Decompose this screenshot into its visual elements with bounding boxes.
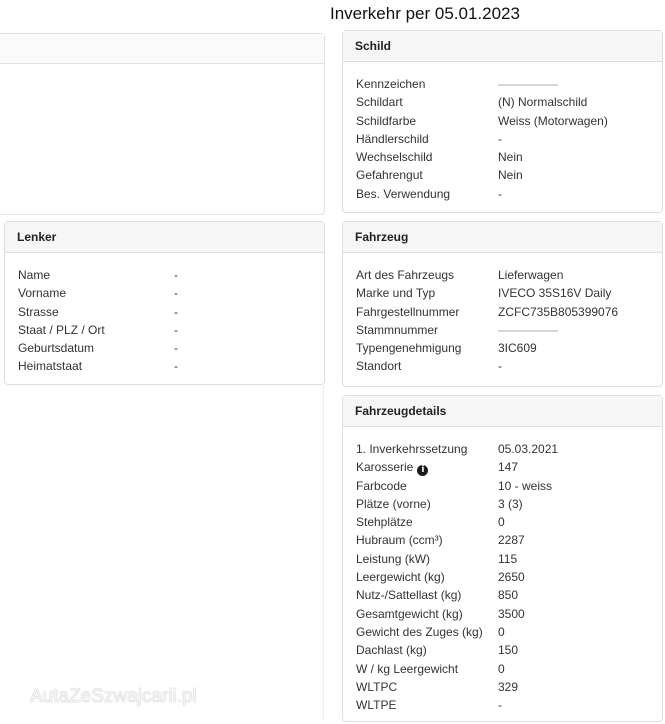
field-value: -	[498, 186, 502, 201]
field-value: ZCFC735B805399076	[498, 304, 619, 319]
card-header-fahrzeugdetails: Fahrzeugdetails	[343, 396, 662, 427]
field-row	[343, 605, 662, 623]
field-row	[343, 586, 662, 604]
field-value: 2287	[498, 533, 525, 548]
field-label	[356, 93, 498, 111]
field-label-text: Nutz-/Sattellast (kg)	[356, 588, 462, 603]
field-value: -	[174, 304, 178, 319]
field-label	[356, 586, 498, 604]
field-label	[356, 660, 498, 678]
field-value: IVECO 35S16V Daily	[498, 286, 612, 301]
field-row	[343, 477, 662, 495]
fahrzeugdetails-rows	[343, 427, 662, 714]
fahrzeug-rows	[343, 253, 662, 376]
field-label-text: Fahrgestellnummer	[356, 304, 460, 319]
field-label	[356, 678, 498, 696]
field-label	[356, 531, 498, 549]
card-header-schild: Schild	[343, 31, 662, 62]
schild-rows	[343, 62, 662, 203]
field-row	[343, 75, 662, 93]
field-label-text: Gewicht des Zuges (kg)	[356, 624, 483, 639]
field-label-text: Strasse	[18, 304, 59, 319]
field-label-text: Schildfarbe	[356, 113, 417, 128]
field-value: 0	[498, 515, 505, 530]
field-label	[356, 550, 498, 568]
field-value: 850	[498, 588, 519, 603]
field-value: -	[174, 341, 178, 356]
field-label-text: Art des Fahrzeugs	[356, 268, 455, 282]
field-label-text: Wechselschild	[356, 150, 433, 165]
field-label	[356, 696, 498, 714]
field-label	[356, 623, 498, 641]
previous-card-fragment	[0, 33, 325, 215]
field-label-text: Schildart	[356, 95, 403, 110]
field-row	[343, 303, 662, 321]
field-row	[343, 641, 662, 659]
field-value: -	[174, 322, 178, 337]
field-value: -	[498, 131, 502, 146]
field-value: Nein	[498, 150, 523, 165]
field-label-text: Kennzeichen	[356, 77, 426, 91]
page-title: Inverkehr per 05.01.2023	[330, 4, 520, 23]
field-row	[343, 440, 662, 458]
field-value: Weiss (Motorwagen)	[498, 113, 608, 128]
field-label	[356, 513, 498, 531]
field-value: Nein	[498, 168, 523, 183]
field-row	[343, 531, 662, 549]
field-label-text: W / kg Leergewicht	[356, 661, 459, 676]
field-row	[5, 266, 324, 284]
field-label-text: Geburtsdatum	[18, 341, 95, 356]
field-row	[343, 93, 662, 111]
field-value: -	[498, 698, 502, 713]
field-label	[356, 321, 498, 339]
field-row	[343, 266, 662, 284]
field-label-text: Standort	[356, 359, 402, 374]
field-label-text: Karosserie	[356, 460, 414, 475]
field-label-text: Gefahrengut	[356, 168, 423, 183]
field-value: -	[174, 286, 178, 301]
card-fahrzeugdetails	[342, 395, 663, 722]
field-value: 329	[498, 679, 519, 694]
field-row	[343, 696, 662, 714]
field-label	[356, 112, 498, 130]
field-label	[356, 357, 498, 375]
field-label	[356, 495, 498, 513]
field-label	[18, 284, 174, 302]
field-value: 0	[498, 624, 505, 639]
field-label-text: Leergewicht (kg)	[356, 570, 445, 585]
field-label	[356, 166, 498, 184]
info-icon[interactable]: i	[417, 465, 428, 476]
field-row	[343, 495, 662, 513]
field-label-text: Farbcode	[356, 478, 407, 493]
field-label	[356, 148, 498, 166]
field-value: 10 - weiss	[498, 478, 553, 493]
masked-value	[498, 75, 558, 93]
field-label-text: Gesamtgewicht (kg)	[356, 606, 463, 621]
field-value: 0	[498, 661, 505, 676]
field-label-text: Heimatstaat	[18, 359, 83, 374]
field-row	[343, 678, 662, 696]
field-label-text: Stammnummer	[356, 322, 439, 337]
field-row	[343, 185, 662, 203]
field-value: 3 (3)	[498, 496, 523, 511]
field-label	[18, 266, 174, 284]
field-value: 2650	[498, 570, 525, 585]
field-value: -	[174, 359, 178, 374]
field-row	[343, 112, 662, 130]
card-header-fahrzeug: Fahrzeug	[343, 222, 662, 253]
field-row	[343, 284, 662, 302]
field-label	[356, 458, 498, 476]
field-value: 3500	[498, 606, 525, 621]
field-row	[343, 550, 662, 568]
field-row	[343, 166, 662, 184]
field-value: 115	[498, 551, 518, 566]
card-header-lenker: Lenker	[5, 222, 324, 253]
field-label-text: Bes. Verwendung	[356, 186, 451, 201]
field-value: 3IC609	[498, 341, 537, 356]
previous-card-header	[0, 34, 324, 64]
column-divider	[323, 385, 324, 720]
watermark: AutaZeSzwajcarii.pl	[30, 686, 197, 707]
field-row	[343, 148, 662, 166]
field-label	[356, 477, 498, 495]
field-label-text: Marke und Typ	[356, 286, 436, 301]
field-row	[343, 357, 662, 375]
field-value: 05.03.2021	[498, 442, 559, 456]
redaction-mark	[498, 330, 558, 332]
field-row	[343, 130, 662, 148]
field-label-text: Name	[18, 268, 51, 282]
card-schild	[342, 30, 663, 213]
card-lenker	[4, 221, 325, 385]
field-label-text: Dachlast (kg)	[356, 643, 427, 658]
field-row	[343, 458, 662, 476]
field-label-text: 1. Inverkehrssetzung	[356, 442, 468, 456]
field-label	[356, 284, 498, 302]
field-row	[343, 623, 662, 641]
field-row	[5, 357, 324, 375]
field-label	[356, 130, 498, 148]
field-label-text: Händlerschild	[356, 131, 429, 146]
field-label	[356, 303, 498, 321]
card-fahrzeug	[342, 221, 663, 387]
field-label	[18, 357, 174, 375]
field-label-text: Plätze (vorne)	[356, 496, 431, 511]
field-label-text: WLTPC	[356, 679, 398, 694]
field-value: 150	[498, 643, 519, 658]
field-label	[356, 75, 498, 93]
field-row	[343, 321, 662, 339]
field-label-text: Typengenehmigung	[356, 341, 462, 356]
field-label	[18, 321, 174, 339]
field-label-text: Leistung (kW)	[356, 551, 431, 566]
field-value: 147	[498, 460, 519, 475]
field-label-text: Vorname	[18, 286, 67, 301]
field-label	[356, 568, 498, 586]
field-row	[5, 284, 324, 302]
masked-value	[498, 321, 558, 339]
field-value: (N) Normalschild	[498, 95, 588, 110]
field-label	[18, 339, 174, 357]
field-value: Lieferwagen	[498, 268, 564, 282]
field-value: -	[174, 268, 178, 282]
field-label-text: Hubraum (ccm³)	[356, 533, 443, 548]
field-label-text: Staat / PLZ / Ort	[18, 322, 105, 337]
field-row	[343, 660, 662, 678]
field-label	[18, 303, 174, 321]
field-row	[343, 513, 662, 531]
field-row	[5, 303, 324, 321]
field-label	[356, 185, 498, 203]
field-label	[356, 641, 498, 659]
field-row	[5, 321, 324, 339]
lenker-rows	[5, 253, 324, 376]
field-row	[343, 568, 662, 586]
field-label	[356, 440, 498, 458]
field-label-text: WLTPE	[356, 698, 397, 713]
field-value: -	[498, 359, 502, 374]
field-row	[5, 339, 324, 357]
field-label	[356, 339, 498, 357]
redaction-mark	[498, 84, 558, 86]
field-label-text: Stehplätze	[356, 515, 413, 530]
field-label	[356, 605, 498, 623]
field-label	[356, 266, 498, 284]
field-row	[343, 339, 662, 357]
